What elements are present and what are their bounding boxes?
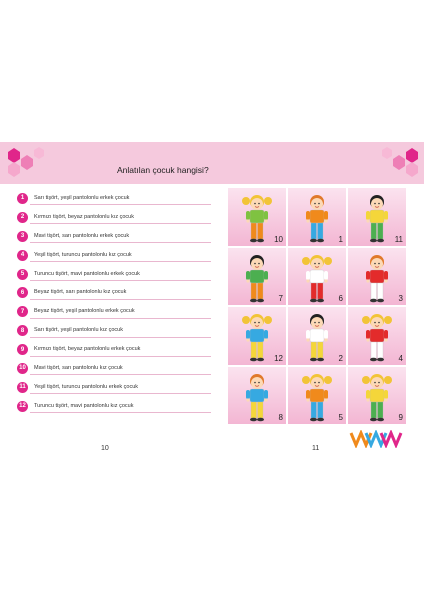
item-description: Kırmızı tişört, beyaz pantolonlu kız çocuk [30,210,211,224]
item-description: Mavi tişört, sarı pantolonlu erkek çocuk [30,229,211,243]
hexagon-pattern-icon [2,146,46,182]
girl-figure-icon [360,371,394,423]
list-item [17,265,211,284]
picture-number: 11 [394,234,403,244]
item-number-badge: 9 [17,344,28,355]
picture-cell [288,367,346,425]
item-description: Yeşil tişört, turuncu pantolonlu kız çocuk [30,248,211,262]
picture-cell [228,188,286,246]
item-number-badge: 2 [17,212,28,223]
item-number-badge: 11 [17,382,28,393]
item-description: Beyaz tişört, sarı pantolonlu kız çocuk [30,286,211,300]
title-banner [0,142,424,184]
picture-number: 8 [278,413,283,422]
girl-figure-icon [240,311,274,363]
girl-figure-icon [300,252,334,304]
item-description: Turuncu tişört, mavi pantolonlu kız çocuk [30,399,211,413]
picture-number: 2 [338,353,343,363]
publisher-logo-icon [349,430,403,448]
list-item [17,246,211,265]
picture-number: 6 [338,294,343,303]
item-description: Mavi tişört, sarı pantolonlu kız çocuk [30,361,211,375]
list-item [17,189,211,208]
item-description: Kırmızı tişört, beyaz pantolonlu erkek çocuk [30,343,211,357]
list-item [17,378,211,397]
page-number-left: 10 [101,445,109,452]
picture-number: 12 [274,353,283,363]
hexagon-pattern-icon [380,146,424,182]
picture-cell [228,367,286,425]
item-description: Sarı tişört, yeşil pantolonlu kız çocuk [30,324,211,338]
item-number-badge: 3 [17,231,28,242]
boy-figure-icon [300,192,334,244]
item-number-badge: 1 [17,193,28,204]
boy-figure-icon [240,371,274,423]
girl-figure-icon [360,311,394,363]
list-item [17,208,211,227]
list-item [17,397,211,416]
picture-cell [228,307,286,365]
item-number-badge: 8 [17,325,28,336]
list-item [17,340,211,359]
boy-figure-icon [360,192,394,244]
picture-cell [348,307,406,365]
item-description: Beyaz tişört, yeşil pantolonlu erkek çocuk [30,305,211,319]
girl-figure-icon [240,192,274,244]
picture-cell [288,188,346,246]
picture-cell [288,248,346,306]
picture-number: 10 [274,234,283,244]
item-description: Turuncu tişört, mavi pantolonlu erkek çocuk [30,267,211,281]
item-description: Sarı tişört, yeşil pantolonlu erkek çocuk [30,191,211,205]
picture-number: 9 [398,413,403,422]
list-item [17,302,211,321]
picture-grid [228,188,406,424]
list-item [17,321,211,340]
item-number-badge: 5 [17,269,28,280]
list-item [17,283,211,302]
item-number-badge: 6 [17,287,28,298]
picture-number: 3 [398,294,403,303]
picture-cell [348,367,406,425]
picture-cell [348,248,406,306]
picture-cell [228,248,286,306]
picture-cell [288,307,346,365]
list-item [17,227,211,246]
item-number-badge: 10 [17,363,28,374]
boy-figure-icon [240,252,274,304]
item-number-badge: 12 [17,401,28,412]
description-list [17,189,211,416]
picture-number: 5 [338,413,343,422]
picture-cell [348,188,406,246]
list-item [17,359,211,378]
page-title: Anlatılan çocuk hangisi? [117,165,209,175]
item-number-badge: 4 [17,250,28,261]
item-number-badge: 7 [17,306,28,317]
item-description: Yeşil tişört, turuncu pantolonlu erkek çocuk [30,380,211,394]
picture-number: 7 [278,294,283,303]
page-number-right: 11 [312,445,320,452]
boy-figure-icon [300,311,334,363]
boy-figure-icon [360,252,394,304]
picture-number: 4 [398,353,403,363]
girl-figure-icon [300,371,334,423]
picture-number: 1 [338,234,343,244]
